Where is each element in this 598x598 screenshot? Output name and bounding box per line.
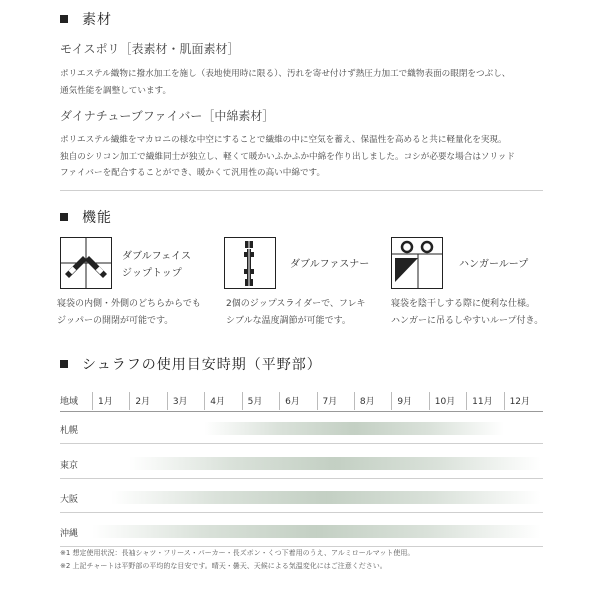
divider [60,190,543,191]
hanger-loop-icon [391,237,443,289]
month-label: 5月 [247,397,263,407]
month-label: 1月 [98,397,113,407]
material-subtitle-moispoly: モイスポリ［表素材・肌面素材］ [60,42,240,56]
usage-note-1: ※1 想定使用状況：長袖シャツ・フリース・パーカー・長ズボン・くつ下着用のうえ、アルミロールマット使用。 [60,549,415,557]
feature-label-line: ハンガーループ [459,259,529,270]
double-face-zip-icon [60,237,112,289]
material-title-text: 素材 [82,12,112,28]
month-divider [429,392,430,410]
material-paragraph-2-line-3: ファイバーを配合することができ、暖かくて汎用性の高い中綿です。 [60,168,326,178]
region-label: 札幌 [60,426,79,436]
usage-period-bar [129,457,541,470]
month-divider [317,392,318,410]
row-divider [60,478,543,479]
month-label: 11月 [472,397,493,407]
month-label: 12月 [509,397,531,407]
month-label: 8月 [359,397,375,407]
usage-note-2: ※2 上記チャートは平野部の平均的な目安です。晴天・曇天、天候による気温変化にはご注意ください。 [60,562,387,570]
material-paragraph-2-line-2: 独自のシリコン加工で繊維同士が独立し、軽くて暖かいふかふか中綿を作り出しました。コシが必要な場合はソリッド [60,151,515,162]
feature-double-face-desc [57,296,201,330]
month-label: 7月 [322,397,338,407]
feature-desc-line: ジッパーの開閉が可能です。 [57,316,174,326]
feature-desc-line: 寝袋の内側・外側のどちらからでも [57,299,201,309]
month-divider [167,392,168,410]
month-divider [279,392,280,410]
usage-title-text: シュラフの使用目安時期（平野部） [82,357,322,373]
region-label: 東京 [60,461,79,471]
month-label: 9月 [397,397,413,407]
material-paragraph-2 [60,132,590,182]
square-bullet-icon [60,15,68,23]
usage-section-title [60,354,322,374]
month-divider [466,392,467,410]
month-divider [354,392,355,410]
material-subtitle-dynatube: ダイナチューブファイバー［中綿素材］ [60,109,275,123]
feature-desc-line: 2個のジップスライダーで、フレキ [226,299,366,309]
feature-desc-line: シブルな温度調節が可能です。 [226,316,351,326]
month-label: 6月 [285,397,300,407]
month-divider [391,392,392,410]
feature-double-face-label [122,248,191,282]
feature-hanger-loop-desc [391,296,543,330]
feature-double-fastener-label [290,256,369,273]
double-fastener-icon [224,237,276,289]
region-label: 沖縄 [60,529,79,539]
chart-header-rule [60,411,543,412]
function-section-title [60,207,112,227]
month-label: 3月 [172,397,188,407]
square-bullet-icon [60,360,68,368]
month-divider [92,392,93,410]
feature-double-fastener-desc [226,296,366,330]
material-paragraph-1-line-1: ポリエステル織物に撥水加工を施し（表地使用時に限る）、汚れを寄せ付けず熱圧力加工で織物表面の眼閉をつぶし、 [60,69,511,79]
month-divider [504,392,505,410]
feature-hanger-loop-label [459,256,528,273]
feature-desc-line: 寝袋を陰干しする際に便利な仕様。 [391,299,536,309]
area-column-header: 地域 [60,397,79,407]
row-divider [60,443,543,444]
row-divider [60,512,543,513]
usage-period-bar [92,525,541,538]
material-paragraph-1-line-2: 通気性能を調整しています。 [60,85,172,96]
month-divider [242,392,243,410]
material-section-title [60,9,112,29]
function-title-text: 機能 [82,210,112,226]
usage-period-bar [111,491,541,504]
month-label: 2月 [135,397,151,407]
feature-label-line: ジップトップ [122,268,182,279]
material-paragraph-2-line-1: ポリエステル繊維をマカロニの様な中空にすることで繊維の中に空気を蓄え、保温性を高めると共に軽量化を実現。 [60,135,507,145]
square-bullet-icon [60,213,68,221]
month-label: 4月 [210,397,225,407]
month-divider [129,392,130,410]
feature-label-line: ダブルフェイス [122,251,191,262]
material-paragraph-1 [60,66,580,99]
month-label: 10月 [434,397,456,407]
month-divider [204,392,205,410]
region-label: 大阪 [60,495,79,505]
feature-desc-line: ハンガーに吊るしやすいループ付き。 [391,316,544,326]
usage-period-bar [204,422,503,435]
feature-label-line: ダブルファスナー [290,259,370,270]
